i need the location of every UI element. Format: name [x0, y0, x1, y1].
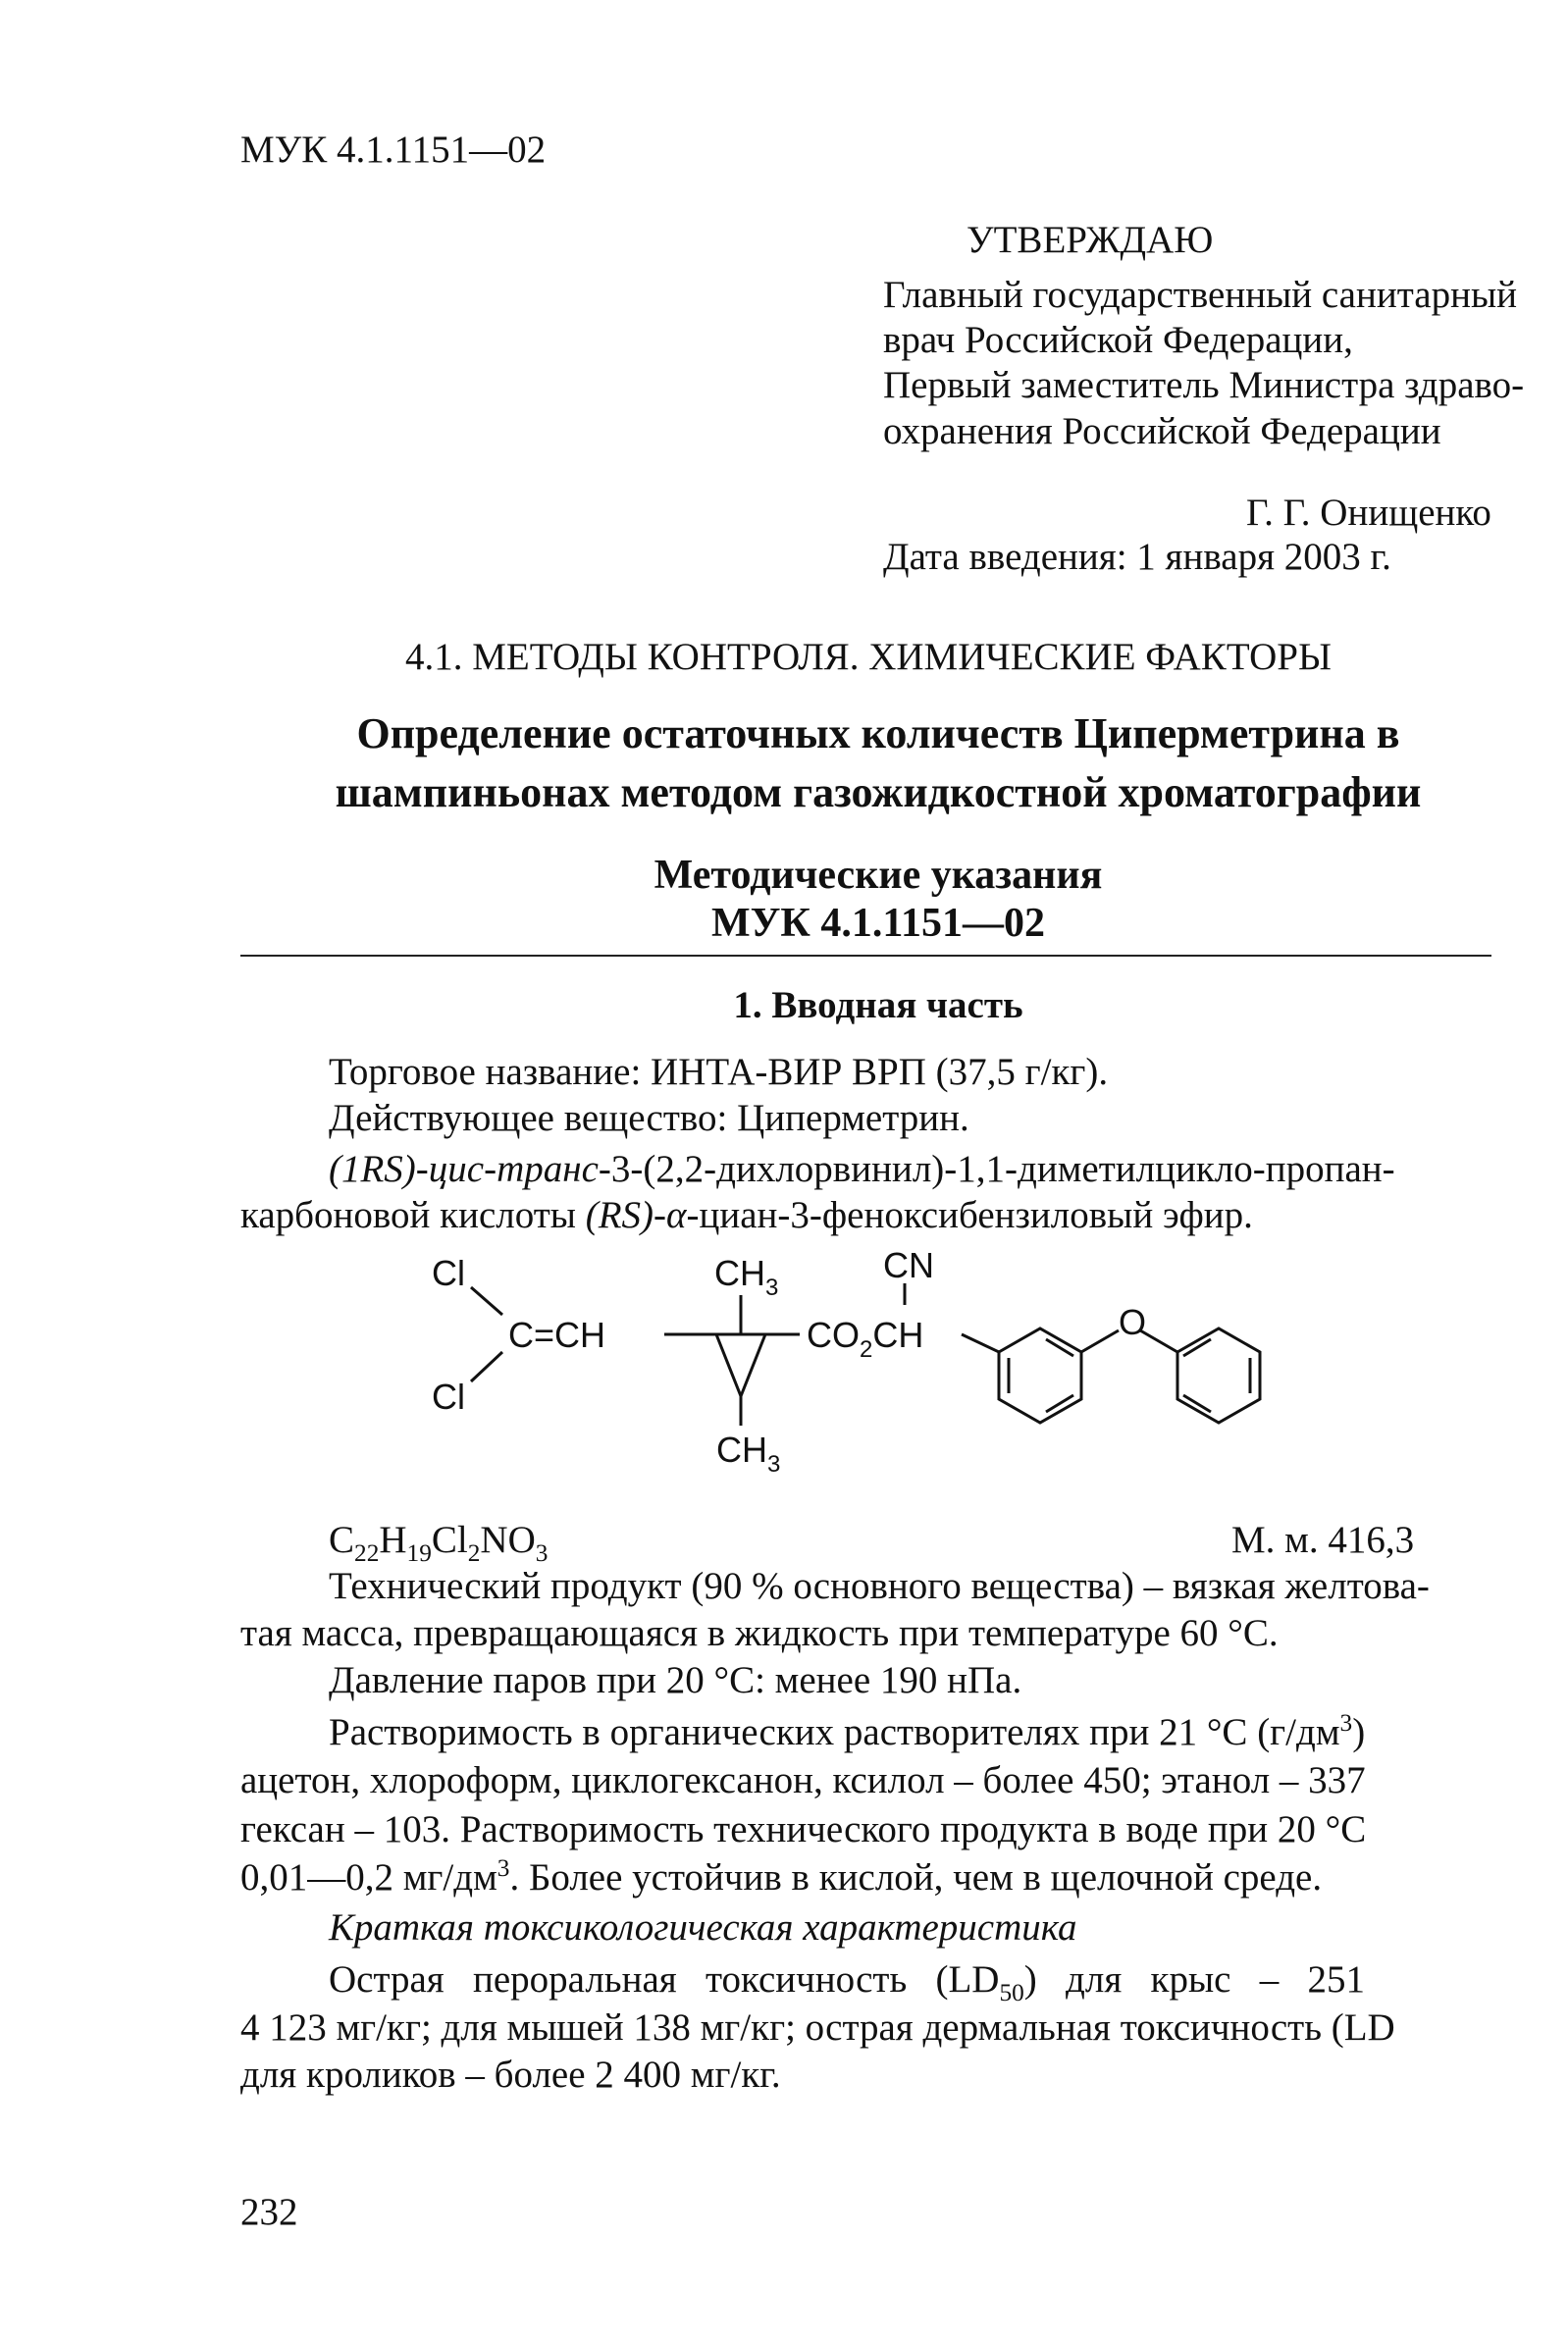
approval-title: УТВЕРЖДАЮ	[967, 219, 1214, 261]
approval-date: Дата введения: 1 января 2003 г.	[883, 536, 1391, 578]
doc-code: МУК 4.1.1151—02	[240, 129, 547, 171]
tech-product-line-2: тая масса, превращающаяся в жидкость при температуре 60 °С.	[240, 1612, 1279, 1654]
intro-heading: 1. Вводная часть	[733, 984, 1023, 1026]
toxicity-line-2: 4 123 мг/кг; для мышей 138 мг/кг; острая дермальная токсичность (LD	[240, 2006, 1395, 2049]
iupac-name-line-1: (1RS)-цис-транс-3-(2,2-дихлорвинил)-1,1-диметилцикло-пропан-	[329, 1148, 1395, 1190]
page-number: 232	[240, 2191, 298, 2233]
approval-line-2: врач Российской Федерации,	[883, 319, 1353, 361]
cl-top-label: Cl	[432, 1253, 465, 1293]
trade-name: Торговое название: ИНТА-ВИР ВРП (37,5 г/кг).	[329, 1051, 1109, 1093]
title-divider	[240, 955, 1491, 957]
vapor-pressure: Давление паров при 20 °С: менее 190 нПа.	[329, 1659, 1022, 1701]
active-substance: Действующее вещество: Циперметрин.	[329, 1097, 969, 1139]
molecular-mass: М. м. 416,3	[1231, 1519, 1415, 1561]
toxicity-line-1: Острая пероральная токсичность $(LD_{50})$ для крыс – 251	[329, 1958, 1365, 2006]
ch3-top-label: $CH_3$	[714, 1253, 779, 1301]
subtitle-line-2: МУК 4.1.1151—02	[710, 901, 1046, 946]
tech-product-line-1: Технический продукт (90 % основного вещества) – вязкая желтова-	[329, 1565, 1430, 1607]
approval-line-4: охранения Российской Федерации	[883, 410, 1441, 452]
subtitle-line-1: Методические указания	[653, 853, 1103, 898]
cn-label: CN	[883, 1245, 934, 1285]
approval-line-1: Главный государственный санитарный	[883, 274, 1518, 316]
structural-formula	[432, 1244, 1315, 1489]
cl-bottom-label: Cl	[432, 1377, 465, 1417]
ester-label: $CO_2CH$	[807, 1315, 924, 1363]
ether-oxygen-label: O	[1119, 1302, 1147, 1342]
iupac-name-line-2: карбоновой кислоты (RS)-α-циан-3-феноксибензиловый эфир.	[240, 1194, 1253, 1236]
section-heading: 4.1. МЕТОДЫ КОНТРОЛЯ. ХИМИЧЕСКИЕ ФАКТОРЫ	[405, 636, 1332, 678]
approval-signatory: Г. Г. Онищенко	[1246, 492, 1491, 534]
solubility-line-3: гексан – 103. Растворимость технического продукта в воде при 20 °С	[240, 1808, 1367, 1850]
solubility-line-1: Растворимость в органических растворителях при 21 °С $(г/дм^3)$	[329, 1709, 1366, 1753]
document-title-line-2: шампиньонах методом газожидкостной хроматографии	[335, 768, 1422, 816]
vinyl-label: C=CH	[508, 1315, 606, 1355]
molecular-formula: $C_{22}H_{19}Cl_2NO_3$	[329, 1519, 549, 1567]
solubility-line-4: 0,01—0,2 $мг/дм^3$. Более устойчив в кислой, чем в щелочной среде.	[240, 1854, 1323, 1899]
approval-line-3: Первый заместитель Министра здраво-	[883, 364, 1525, 406]
toxicology-heading: Краткая токсикологическая характеристика	[329, 1906, 1077, 1949]
solubility-line-2: ацетон, хлороформ, циклогексанон, ксилол – более 450; этанол – 337	[240, 1759, 1366, 1801]
document-title-line-1: Определение остаточных количеств Циперметрина в	[356, 709, 1400, 757]
ch3-bottom-label: $CH_3$	[716, 1430, 781, 1478]
toxicity-line-3: для кроликов – более 2 400 мг/кг.	[240, 2054, 781, 2096]
